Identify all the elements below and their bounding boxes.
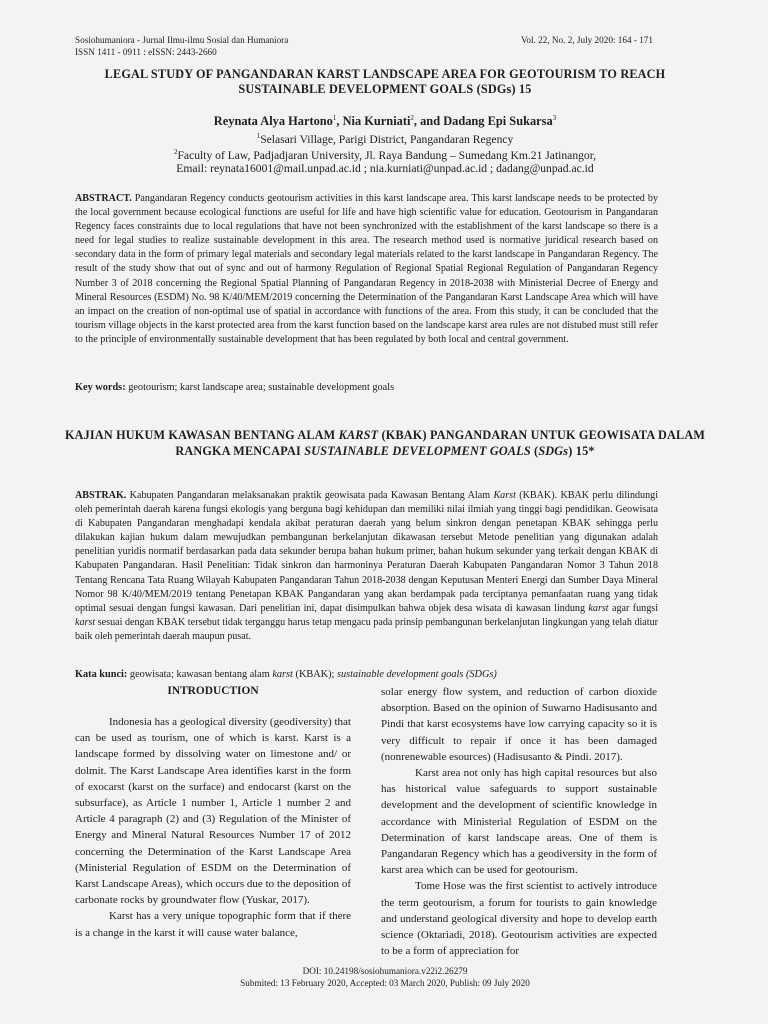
title-id-part: (KBAK) PANGANDARAN UNTUK GEOWISATA DALAM RANGKA MENCAPAI: [175, 428, 706, 458]
journal-name: Sosiohumaniora - Jurnal Ilmu-ilmu Sosial dan Humaniora: [75, 35, 289, 45]
kata-kunci-text: geowisata; kawasan bentang alam: [127, 669, 273, 680]
affiliation-2-sup: 2: [173, 148, 178, 156]
abstract-label: ABSTRACT.: [75, 193, 132, 204]
kata-kunci-label: Kata kunci:: [75, 669, 128, 680]
email-line: Email: reynata16001@mail.unpad.ac.id ; nia.kurniati@unpad.ac.id ; dadang@unpad.ac.id: [176, 162, 594, 175]
kata-kunci-text: (KBAK);: [292, 669, 337, 680]
issn: ISSN 1411 - 0911 : eISSN: 2443-2660: [75, 47, 217, 57]
keywords-label: Key words:: [75, 382, 126, 393]
body-column-left: [75, 684, 351, 941]
author-2-sup: 2: [410, 114, 414, 122]
author-1-sup: 1: [332, 114, 337, 122]
body-paragraph: Indonesia has a geological diversity (geodiversity) that can be used as tourism, one of which is karst. Karst is a landscape formed by dissolving water on limestone and/ or dolmit. The Karst Landscape Area identifies karst in the form of exocarst (karst on the surface) and endocarst (karst on the subsurface), as Article 1 number 1, Article 1 number 2 and Article 4 paragraph (2) and (3) Regulation of the Minister of Energy and Mineral Natural Resources Number 17 of 2012 concerning the Determination of the Karst Landscape Area (Ministerial Regulation of ESDM on the Determination of Karst Landscape Areas), which occurs due to the deposition of carbonate rocks by groundwater flow (Yuskar, 2017).: [75, 716, 351, 907]
abstract-text: Pangandaran Regency conducts geotourism activities in this karst landscape area. This karst landscape needs to be protected by the local government because ecological functions are useful for life and have high scientific value for education. Geotourism in Pangandaran Regency faces constraints due to local regulations that have not been synchronized with the establishment of the karst landscape so there is a need for legal studies to realize sustainable development in this area. The research method used is normative juridical research based on secondary data in the form of primary legal materials and secondary legal materials related to the karst landscape in Pangandaran Regency. The result of the study show that out of sync and out of harmony Regulation of Regional Spatial Regional Regulation of Pangandaran Regency Number 3 of 2018 concerning the Regional Spatial Planning of Pangandaran Regency in 2018-2038 with Ministerial Decree of Energy and Mineral Resources (ESDM) No. 98 K/40/MEM/2019 concerning the Determination of the Pangandaran Karst Landscape Area which will have an impact on the creation of non-optimal use of spatial in accordance with functions of the area. From this study, it can be concluded that the tourism village objects in the karst protected area from the karst function based on the landscape karst area rules are not distubed must still refer to the principle of environmentally sustainable development that has been regulated by both local and central government.: [75, 193, 658, 345]
paper-title-en: LEGAL STUDY OF PANGANDARAN KARST LANDSCAPE AREA FOR GEOTOURISM TO REACH SUSTAINABLE DEVELOPMENT GOALS (SDGs) 15: [104, 67, 666, 96]
abstrak-text: sesuai dengan KBAK tersebut tidak terganggu harus tetap mengacu pada prinsip pembangunan berkelanjutan lingkungan yang telah diatur baik oleh pemerintah daerah maupun pusat.: [75, 616, 658, 642]
title-id-italic: SDGs: [538, 443, 569, 458]
body-paragraph: Karst has a very unique topographic form that if there is a change in the karst it will cause water balance,: [75, 910, 351, 939]
keywords-en: [75, 381, 658, 395]
body-paragraph: Karst area not only has high capital resources but also has historical value safeguards to support sustainable development and the development of scientific knowledge in accordance with Ministerial Regulation of ESDM on the Determination of karst landscape areas. One of them is Pangandaran Regency which has a geodiversity in the form of karst area which can be used for geotourism.: [381, 767, 657, 877]
volume-info: Vol. 22, No. 2, July 2020: 164 - 171: [520, 35, 653, 45]
kata-kunci-italic: karst: [272, 669, 293, 680]
abstract-en: [75, 192, 658, 347]
body-paragraph: Tome Hose was the first scientist to actively introduce the term geotourism, a forum for tourists to gain knowledge and understand geological diversity and hope to develop earth science (Oktariadi, 2018). Geotourism activities are expected to be a form of appreciation for: [381, 880, 657, 958]
title-id-part: (: [530, 443, 539, 458]
author-3: Dadang Epi Sukarsa: [443, 114, 553, 129]
abstrak-italic: karst: [588, 602, 609, 614]
keywords-id: [75, 668, 658, 682]
author-1: Reynata Alya Hartono: [213, 114, 333, 129]
title-id-italic: KARST: [338, 428, 379, 442]
abstrak-label: ABSTRAK.: [75, 490, 127, 501]
affiliation-1-sup: 1: [256, 132, 261, 140]
author-list: [60, 111, 710, 129]
title-id-part: KAJIAN HUKUM KAWASAN BENTANG ALAM: [64, 428, 339, 442]
submission-dates: Submited: 13 February 2020, Accepted: 03 March 2020, Publish: 09 July 2020: [240, 978, 530, 988]
affiliation-1-text: Selasari Village, Parigi District, Pangandaran Regency: [260, 132, 514, 146]
abstrak-italic: Karst: [493, 490, 516, 501]
affiliation-2-text: Faculty of Law, Padjadjaran University, Jl. Raya Bandung – Sumedang Km.21 Jatinangor,: [177, 148, 597, 162]
author-2: Nia Kurniati: [342, 114, 411, 129]
abstrak-text: agar fungsi: [608, 602, 658, 614]
abstrak-text: Kabupaten Pangandaran melaksanakan praktik geowisata pada Kawasan Bentang Alam: [126, 490, 494, 501]
doi: DOI: 10.24198/sosiohumaniora.v22i2.26279: [302, 966, 468, 976]
abstrak-text: (KBAK). KBAK perlu dilindungi oleh pemerintah daerah karena fungsi ekologis yang berguna bagi kehidupan dan memiliki nilai ilmiah yang tinggi bagi pendidikan. Geowisata di Kabupaten Pangandaran menghadapi kendala akibat peraturan daerah yang belum sinkron dengan penetapan KBAK sehingga perlu dilakukan kajian hukum dalam mewujudkan pembangunan berkelanjutan dikawasan tersebut Metode penelitian yang digunakan adalah penelitian yuridis normatif berdasarkan pada data sekunder berupa bahan hukum primer, bahan hukum sekunder yang terkait dengan KBAK di Kabupaten Pangandaran. Hasil Penelitian: Tidak sinkron dan harmoninya Peraturan Daerah Kabupaten Pangandaran Nomor 3 Tahun 2018 Tentang Rencana Tata Ruang Wilayah Kabupaten Pangandaran Tahun 2018-2038 dengan Keputusan Menteri Energi dan Sumber Daya Mineral Nomor 98 K/40/MEM/2019 tentang Penetapan KBAK Pangandaran yang akan berdampak pada terciptanya pemanfaatan ruang yang tidak optimal sesuai dengan fungsi kawasan. Dari penelitian ini, dapat disimpulkan bahwa objek desa wisata di kawasan lindung: [75, 490, 659, 614]
running-header-left: [75, 34, 288, 58]
title-id-part: ) 15*: [568, 443, 595, 458]
body-paragraph: solar energy flow system, and reduction of carbon dioxide absorption. Based on the opinion of Suwarno Hadisusanto and Pindi that karst ecosystems have low carrying capacity so it is very difficult to repair if once it has been damaged (nonrenewable esources) (Hadisusanto & Pindi. 2017).: [381, 686, 657, 763]
running-header-right: [521, 34, 653, 46]
author-sep: , and: [413, 114, 444, 129]
keywords-text: geotourism; karst landscape area; sustainable development goals: [125, 382, 395, 393]
abstract-id: [75, 489, 658, 644]
paper-title-id: [60, 428, 710, 459]
section-heading-introduction: INTRODUCTION: [167, 685, 259, 697]
author-3-sup: 3: [552, 114, 557, 122]
body-column-right: [381, 684, 657, 959]
author-sep: ,: [336, 114, 343, 129]
page-footer: [60, 965, 710, 989]
title-id-italic: SUSTAINABLE DEVELOPMENT GOALS: [304, 443, 531, 458]
abstrak-italic: karst: [75, 616, 96, 628]
kata-kunci-italic: sustainable development goals (SDGs): [336, 669, 497, 680]
